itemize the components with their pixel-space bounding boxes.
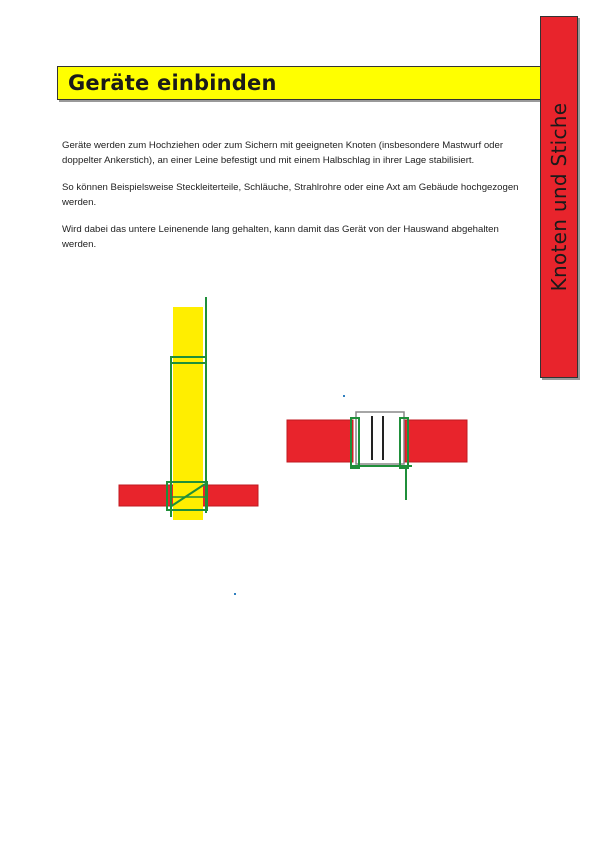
coupling xyxy=(356,412,404,464)
paragraph-1: Geräte werden zum Hochziehen oder zum Sichern mit geeigneten Knoten (insbesondere Mastwurf oder doppelter Ankerstich), an einer Leine befestigt und mit einem Halbschlag in ihrer Lage stabilisiert. xyxy=(62,140,504,166)
paragraph-3: Wird dabei das untere Leinenende lang gehalten, kann damit das Gerät von der Hauswand abgehalten werden. xyxy=(62,224,499,250)
scan-dot-2 xyxy=(234,593,236,595)
ladder-part-with-rope-icon xyxy=(119,297,258,520)
scan-dot-1 xyxy=(343,395,345,397)
hose-coupling-with-rope-icon xyxy=(287,412,467,500)
paragraph-2: So können Beispielsweise Steckleiterteile, Schläuche, Strahlrohre oder eine Axt am Gebäude hochgezogen werden. xyxy=(62,182,519,208)
hose-left xyxy=(287,420,353,462)
side-tab-label: Knoten und Stiche xyxy=(547,102,571,292)
hose-right xyxy=(405,420,467,462)
page-title: Geräte einbinden xyxy=(68,71,277,95)
